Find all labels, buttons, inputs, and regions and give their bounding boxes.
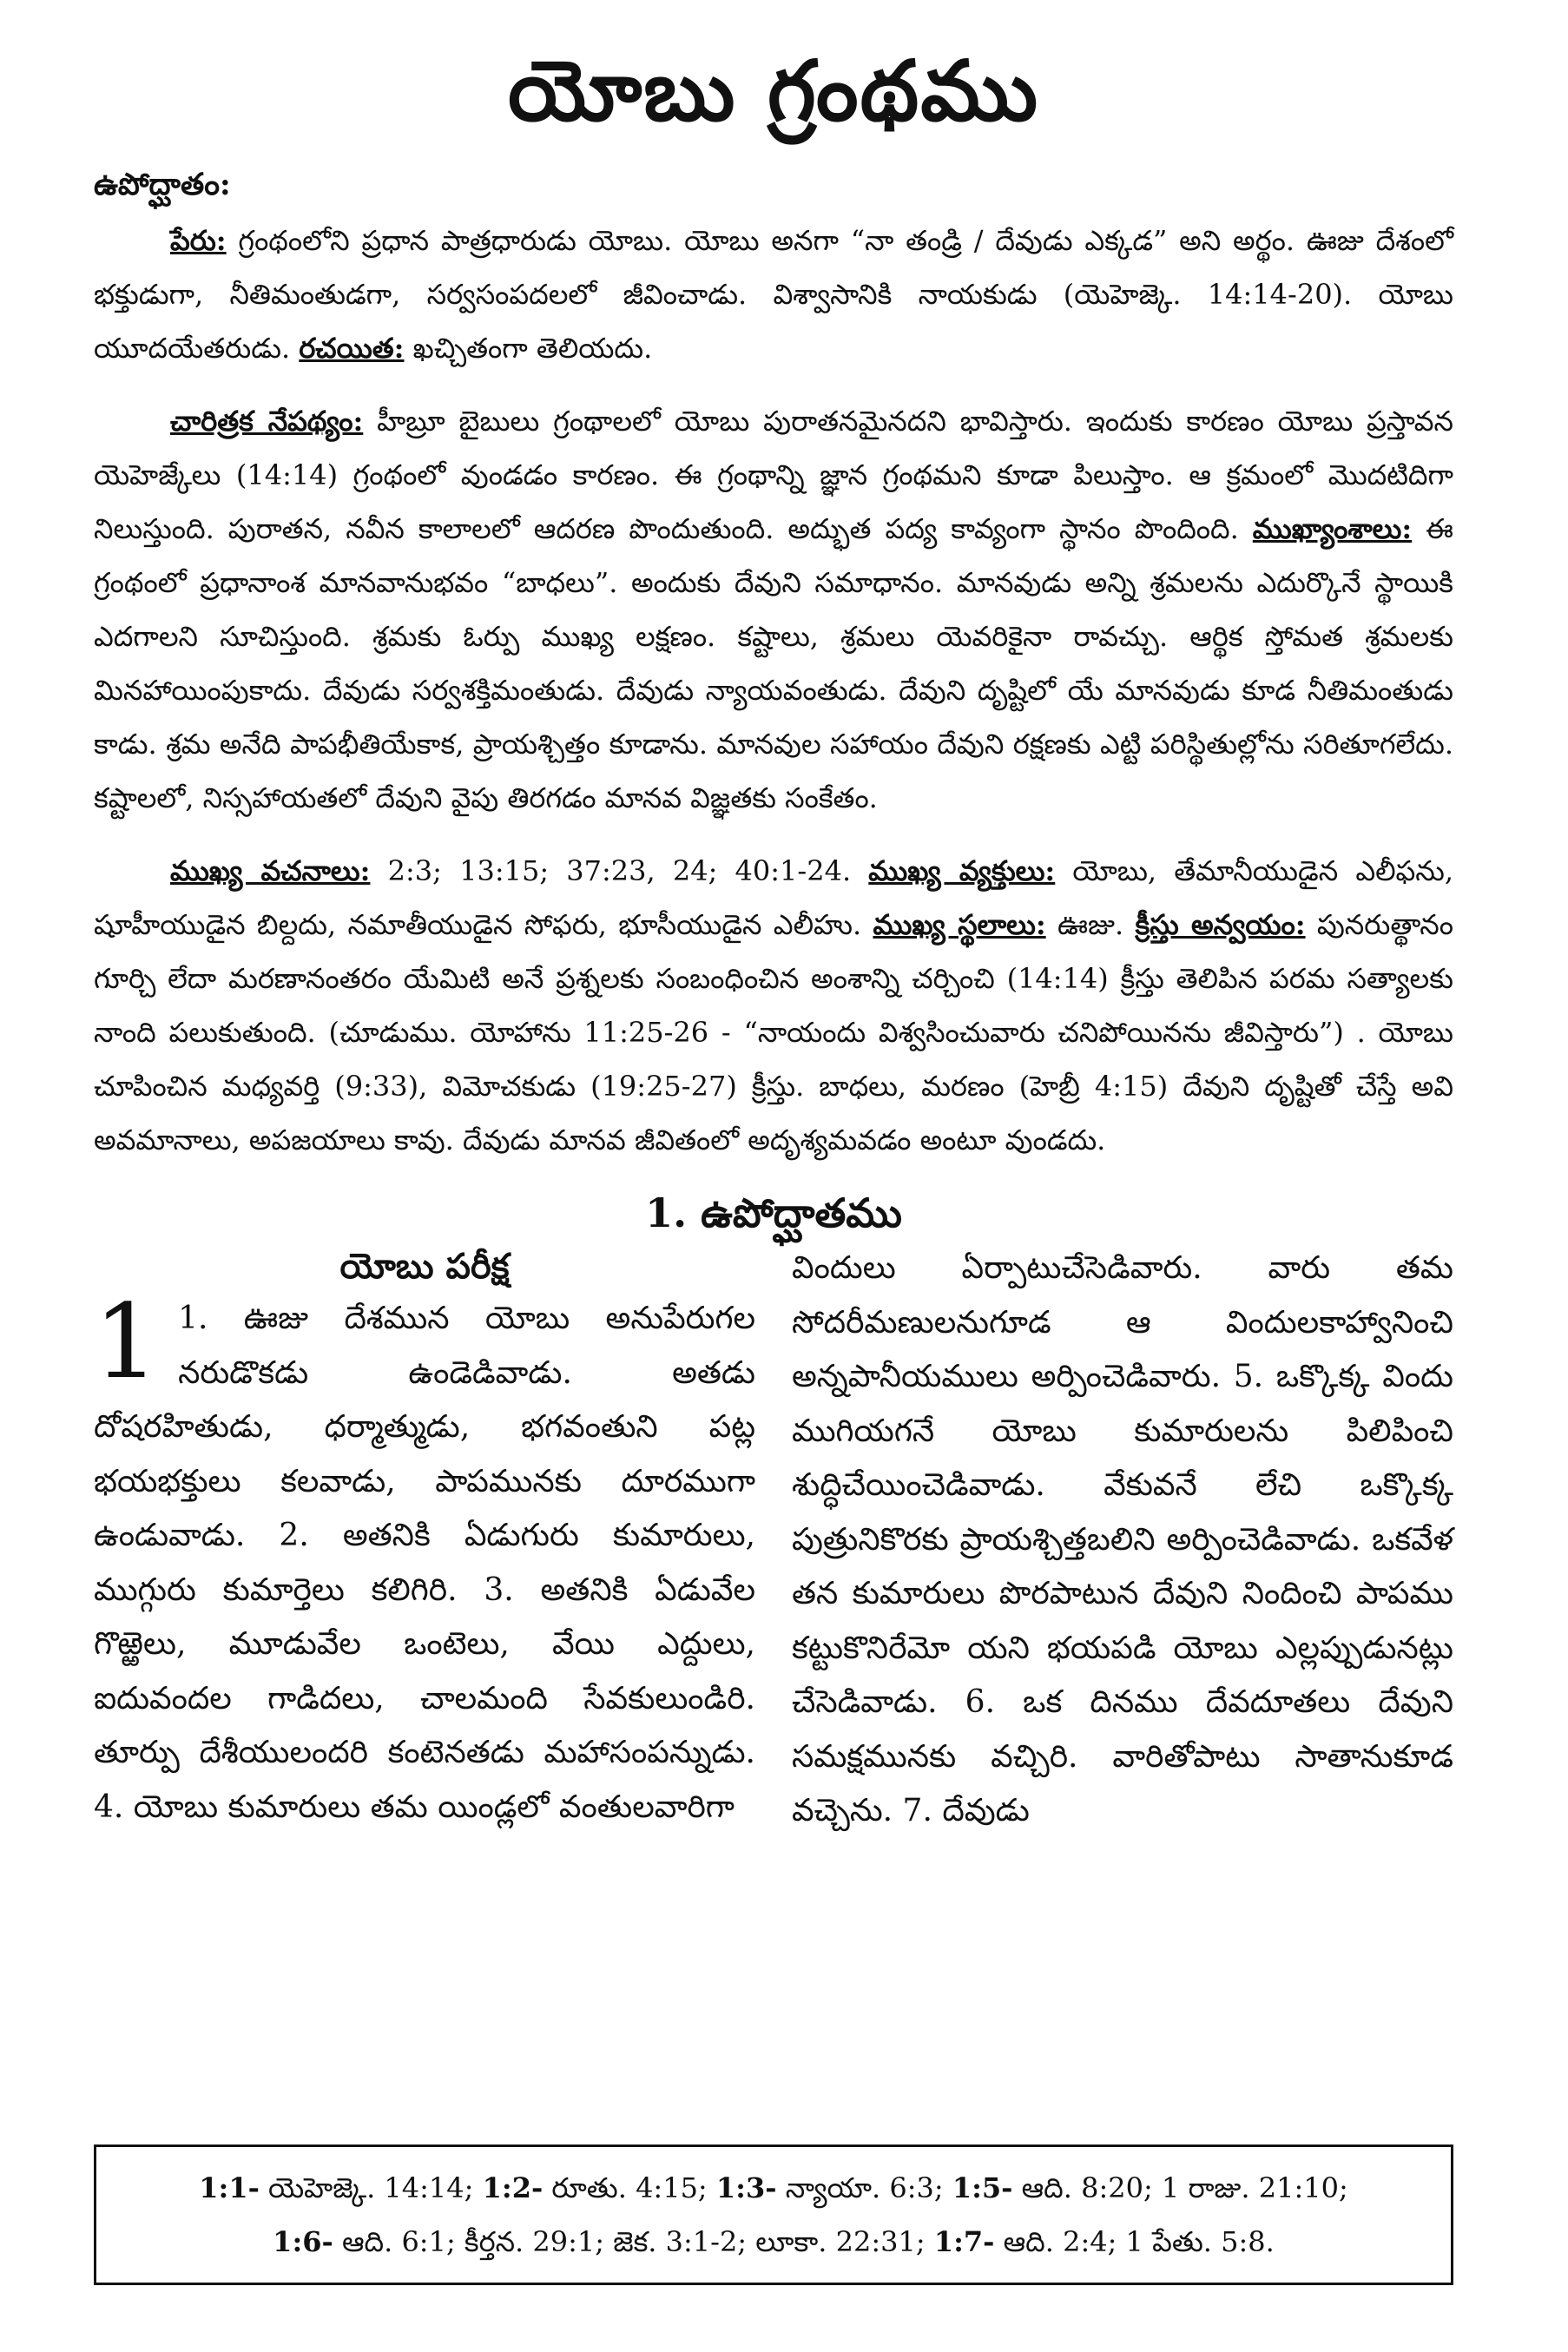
ref-text: ఆది. 6:1; కీర్తన. 29:1; జెక. 3:1-2; లూకా. 22:31;	[333, 2225, 934, 2258]
page-title: యోబు గ్రంథము	[507, 42, 1040, 140]
right-column	[792, 1242, 1453, 1839]
ref-label: 1:3-	[715, 2171, 777, 2204]
label-key-verses: ముఖ్య వచనాలు:	[170, 854, 371, 887]
intro-paragraph-background	[94, 394, 1453, 825]
section-heading: యోబు పరీక్ష	[339, 1246, 510, 1287]
intro-paragraph-key-facts	[94, 844, 1453, 1167]
themes-text: ఈ గ్రంథంలో ప్రధానాంశ మానవానుభవం “బాధలు”. అందుకు దేవుని సమాధానం. మానవుడు అన్ని శ్రమలను ఎదుర్కొనే స్థాయికి ఎదగాలని సూచిస్తుంది. శ్రమకు ఓర్పు ముఖ్య లక్షణం. కష్టాలు, శ్రమలు యెవరికైనా రావచ్చు. ఆర్థిక స్తోమత శ్రమలకు మినహాయింపుకాదు. దేవుడు సర్వశక్తిమంతుడు. దేవుడు న్యాయవంతుడు. దేవుని దృష్టిలో యే మానవుడు కూడ నీతిమంతుడు కాడు. శ్రమ అనేది పాపభీతియేకాక, ప్రాయశ్చిత్తం కూడాను. మానవుల సహాయం దేవుని రక్షణకు ఎట్టి పరిస్థితుల్లోను సరితూగలేదు. కష్టాలలో, నిస్సహాయతలో దేవుని వైపు తిరగడం మానవ విజ్ఞతకు సంకేతం.	[94, 512, 1453, 814]
intro-heading: ఉపోద్ఘాతం:	[94, 167, 231, 202]
label-christ-application: క్రీస్తు అన్వయం:	[1135, 908, 1306, 941]
chapter-number: 1	[94, 1281, 160, 1401]
ref-text: న్యాయా. 6:3;	[776, 2171, 952, 2204]
chapter-heading: 1. ఉపోద్ఘాతము	[645, 1189, 902, 1236]
scripture-columns	[94, 1242, 1453, 1839]
label-historical-background: చారిత్రక నేపథ్యం:	[170, 405, 364, 438]
label-name: పేరు:	[170, 224, 227, 257]
ref-text: యెహెజ్కె. 14:14;	[259, 2171, 483, 2204]
page	[94, 35, 1453, 1839]
right-verses: విందులు ఏర్పాటుచేసెడివారు. వారు తమ సోదరీమణులనుగూడ ఆ విందులకాహ్వానించి అన్నపానీయములు అర్పించెడివారు. 5. ఒక్కొక్క విందు ముగియగనే యోబు కుమారులను పిలిపించి శుద్ధిచేయించెడివాడు. వేకువనే లేచి ఒక్కొక్క పుత్రునికొరకు ప్రాయశ్చిత్తబలిని అర్పించెడివాడు. ఒకవేళ తన కుమారులు పొరపాటున దేవుని నిందించి పాపము కట్టుకొనిరేమో యని భయపడి యోబు ఎల్లప్పుడునట్లు చేసెడివాడు. 6. ఒక దినము దేవదూతలు దేవుని సమక్షమునకు వచ్చిరి. వారితోపాటు సాతానుకూడ వచ్చెను. 7. దేవుడు	[792, 1250, 1453, 1828]
background-text: హీబ్రూ బైబులు గ్రంథాలలో యోబు పురాతనమైనదని భావిస్తారు. ఇందుకు కారణం యోబు ప్రస్తావన యెహెజ్కేలు (14:14) గ్రంథంలో వుండడం కారణం. ఈ గ్రంథాన్ని జ్ఞాన గ్రంథమని కూడా పిలుస్తాం. ఆ క్రమంలో మొదటిదిగా నిలుస్తుంది. పురాతన, నవీన కాలాలలో ఆదరణ పొందుతుంది. అద్భుత పద్య కావ్యంగా స్థానం పొందింది.	[94, 405, 1453, 545]
left-column-text	[94, 1281, 755, 1835]
ref-label: 1:5-	[952, 2171, 1013, 2204]
christ-application-text: పునరుత్థానం గూర్చి లేదా మరణానంతరం యేమిటి అనే ప్రశ్నలకు సంబంధించిన అంశాన్ని చర్చించి (14:14) క్రీస్తు తెలిపిన పరమ సత్యాలకు నాంది పలుకుతుంది. (చూడుము. యోహాను 11:25-26 - “నాయందు విశ్వసించువారు చనిపోయినను జీవిస్తారు”) . యోబు చూపించిన మధ్యవర్తి (9:33), విమోచకుడు (19:25-27) క్రీస్తు. బాధలు, మరణం (హెబ్రీ 4:15) దేవుని దృష్టితో చేస్తే అవి అవమానాలు, అపజయాలు కావు. దేవుడు మానవ జీవితంలో అదృశ్యమవడం అంటూ వుండదు.	[94, 908, 1453, 1156]
left-column	[94, 1242, 755, 1839]
label-key-people: ముఖ్య వ్యక్తులు:	[868, 854, 1056, 887]
ref-label: 1:1-	[199, 2171, 260, 2204]
author-text: ఖచ్చితంగా తెలియదు.	[404, 332, 653, 365]
ref-label: 1:6-	[273, 2225, 333, 2258]
ref-text: ఆది. 8:20; 1 రాజు. 21:10;	[1012, 2171, 1348, 2204]
key-places-text: ఊజు.	[1045, 908, 1136, 941]
ref-text: ఆది. 2:4; 1 పేతు. 5:8.	[994, 2225, 1275, 2258]
label-author: రచయిత:	[299, 332, 405, 365]
intro-paragraph-name	[94, 214, 1453, 375]
key-verses-text: 2:3; 13:15; 37:23, 24; 40:1-24.	[370, 854, 869, 887]
cross-references-box	[94, 2144, 1453, 2285]
ref-label: 1:7-	[933, 2225, 995, 2258]
ref-label: 1:2-	[482, 2171, 544, 2204]
label-key-themes: ముఖ్యాంశాలు:	[1252, 512, 1413, 545]
left-verses: 1. ఊజు దేశమున యోబు అనుపేరుగల నరుడొకడు ఉండెడివాడు. అతడు దోషరహితుడు, ధర్మాత్ముడు, భగవంతుని పట్ల భయభక్తులు కలవాడు, పాపమునకు దూరముగా ఉండువాడు. 2. అతనికి ఏడుగురు కుమారులు, ముగ్గురు కుమార్తెలు కలిగిరి. 3. అతనికి ఏడువేల గొఱ్ఱెలు, మూడువేల ఒంటెలు, వేయి ఎద్దులు, ఐదువందల గాడిదలు, చాలమంది సేవకులుండిరి. తూర్పు దేశీయులందరి కంటెనతడు మహాసంపన్నుడు. 4. యోబు కుమారులు తమ యిండ్లలో వంతులవారిగా	[94, 1301, 755, 1825]
ref-text: రూతు. 4:15;	[543, 2171, 716, 2204]
name-text: గ్రంథంలోని ప్రధాన పాత్రధారుడు యోబు. యోబు అనగా “నా తండ్రి / దేవుడు ఎక్కడ” అని అర్థం. ఊజు దేశంలో భక్తుడుగా, నీతిమంతుడగా, సర్వసంపదలలో జీవించాడు. విశ్వాసానికి నాయకుడు (యెహెజ్కె. 14:14-20). యోబు యూదయేతరుడు.	[94, 224, 1453, 365]
label-key-places: ముఖ్య స్థలాలు:	[873, 908, 1046, 941]
key-people-text: యోబు, తేమానీయుడైన ఎలీఫను, షూహీయుడైన బిల్దదు, నమాతీయుడైన సోఫరు, భూసీయుడైన ఎలీహు.	[94, 854, 1454, 941]
